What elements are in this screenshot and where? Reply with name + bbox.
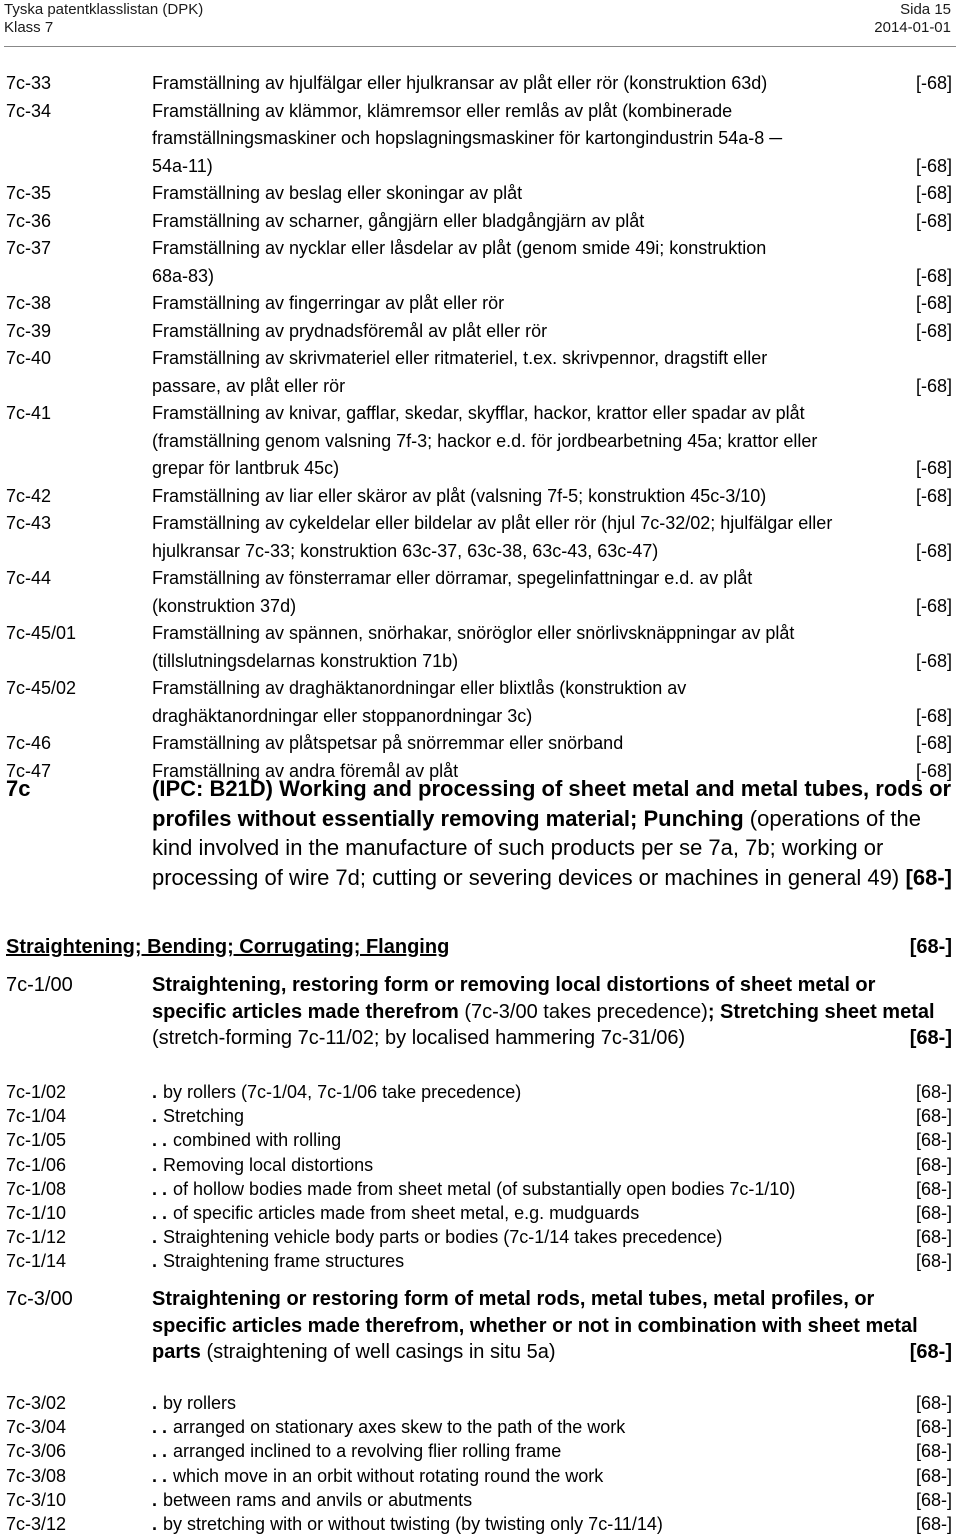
entry-text <box>152 345 952 400</box>
subgroup-text <box>152 1488 472 1512</box>
entry-text-line: Framställning av draghäktanordningar eller blixtlås (konstruktion av <box>152 678 687 698</box>
subgroup-text <box>152 1512 663 1536</box>
subgroup-level-dots: . <box>152 1393 158 1413</box>
entry-date: [-68] <box>915 760 952 781</box>
class-entry <box>0 318 960 346</box>
class-entry <box>0 70 960 98</box>
subgroup-list-7c-3 <box>0 1391 960 1536</box>
entry-text <box>152 290 952 318</box>
subgroup-row <box>0 1225 960 1249</box>
subgroup-level-dots: . <box>152 1106 158 1127</box>
subgroup-level-dots: . . <box>152 1178 168 1199</box>
subgroup-code: 7c-3/10 <box>6 1489 67 1510</box>
entry-code: 7c-33 <box>6 73 52 93</box>
subgroup-title: by rollers <box>163 1393 237 1413</box>
subgroup-level-dots: . <box>152 1154 158 1175</box>
subgroup-text <box>152 1128 341 1152</box>
subgroup-level-dots: . . <box>152 1441 168 1462</box>
subgroup-text <box>152 1201 639 1225</box>
subgroup-date: [68-] <box>915 1251 952 1272</box>
subgroup-title: Straightening vehicle body parts or bodies (7c-1/14 takes precedence) <box>163 1227 723 1248</box>
entry-date: [-68] <box>915 155 952 176</box>
main-group-text <box>152 1286 952 1366</box>
subgroup-code: 7c-3/02 <box>6 1393 67 1413</box>
class-entry <box>0 483 960 511</box>
subgroup-level-dots: . . <box>152 1130 168 1151</box>
entry-text-line: Framställning av andra föremål av plåt <box>152 760 459 781</box>
main-group-bold-b: Stretching sheet metal <box>720 1000 935 1023</box>
class-entry <box>0 208 960 236</box>
main-group-normal-a: (7c-3/00 takes precedence) <box>458 1000 708 1023</box>
main-group-7c-3 <box>0 1286 960 1366</box>
entry-code: 7c-42 <box>6 485 52 506</box>
subgroup-date: [68-] <box>915 1227 952 1248</box>
entry-text <box>152 730 952 758</box>
subgroup-row <box>0 1249 960 1273</box>
entry-date: [-68] <box>915 485 952 506</box>
subgroup-row <box>0 1177 960 1201</box>
subgroup-date: [68-] <box>915 1082 952 1102</box>
entry-text-line: Framställning av plåtspetsar på snörremmar eller snörband <box>152 733 624 753</box>
entry-text-line: (framställning genom valsning 7f-3; hackor e.d. för jordbearbetning 45a; krattor eller <box>152 430 818 451</box>
subgroup-row <box>0 1464 960 1488</box>
class-heading-text <box>152 774 952 892</box>
subgroup-code: 7c-1/04 <box>6 1106 67 1127</box>
subgroup-title: arranged on stationary axes skew to the path of the work <box>173 1417 626 1438</box>
entry-code: 7c-37 <box>6 238 52 258</box>
main-group-code: 7c-1/00 <box>6 974 73 996</box>
subgroup-text <box>152 1177 795 1201</box>
subgroup-title: arranged inclined to a revolving flier rolling frame <box>173 1441 562 1462</box>
main-group-bold-a: Straightening, restoring form or removing local distortions of sheet metal or specific articles made therefrom <box>152 974 876 1023</box>
entry-code: 7c-41 <box>6 403 52 423</box>
subgroup-code: 7c-1/08 <box>6 1178 67 1199</box>
subgroup-level-dots: . . <box>152 1465 168 1486</box>
subgroup-text <box>152 1080 521 1104</box>
main-group-date: [68-] <box>909 1027 952 1049</box>
entry-text-line: Framställning av spännen, snörhakar, snöröglor eller snörlivsknäppningar av plåt <box>152 623 795 643</box>
subgroup-list-7c-1 <box>0 1080 960 1274</box>
entry-text-line: Framställning av fönsterramar eller dörramar, spegelinfattningar e.d. av plåt <box>152 568 753 588</box>
entry-code: 7c-44 <box>6 568 52 588</box>
subgroup-text <box>152 1153 373 1177</box>
entry-code: 7c-43 <box>6 513 52 533</box>
main-group-bold-a: Straightening or restoring form of metal rods, metal tubes, metal profiles, or specific articles made therefrom, whether or not in combination with sheet metal parts <box>152 1288 918 1363</box>
subgroup-title: by rollers (7c-1/04, 7c-1/06 take precedence) <box>163 1082 522 1102</box>
class-heading-date: [68-] <box>905 864 952 890</box>
subgroup-code: 7c-1/05 <box>6 1130 67 1151</box>
subgroup-date: [68-] <box>915 1106 952 1127</box>
entry-text-line: framställningsmaskiner och hopslagningsmaskiner för kartongindustrin 54a-8 ─ <box>152 128 783 148</box>
entry-text <box>152 565 952 620</box>
subgroup-date: [68-] <box>915 1513 952 1534</box>
subgroup-row <box>0 1201 960 1225</box>
class-entry <box>0 730 960 758</box>
subgroup-row <box>0 1488 960 1512</box>
subgroup-title: Stretching <box>163 1106 245 1127</box>
entry-text-line: (konstruktion 37d) <box>152 595 297 616</box>
entry-text-line: grepar för lantbruk 45c) <box>152 458 340 478</box>
subgroup-level-dots: . <box>152 1489 158 1510</box>
group-title-text: Straightening; Bending; Corrugating; Flanging <box>6 936 450 958</box>
subgroup-code: 7c-3/12 <box>6 1513 67 1534</box>
subgroup-row <box>0 1153 960 1177</box>
group-title <box>6 934 952 961</box>
subgroup-row <box>0 1439 960 1463</box>
entry-date: [-68] <box>915 265 952 286</box>
subgroup-code: 7c-1/06 <box>6 1154 67 1175</box>
subgroup-row <box>0 1391 960 1415</box>
entry-text-line: (tillslutningsdelarnas konstruktion 71b) <box>152 650 459 671</box>
subgroup-title: Straightening frame structures <box>163 1251 405 1272</box>
entry-date: [-68] <box>915 458 952 478</box>
class-entry <box>0 345 960 400</box>
entry-date: [-68] <box>915 210 952 231</box>
header-doc-title: Tyska patentklasslistan (DPK) <box>4 1 204 18</box>
entry-text-line: hjulkransar 7c-33; konstruktion 63c-37, 63c-38, 63c-43, 63c-47) <box>152 540 659 561</box>
header-divider <box>4 46 956 47</box>
entry-text <box>152 318 952 346</box>
entry-date: [-68] <box>915 650 952 671</box>
entry-date: [-68] <box>915 705 952 726</box>
entry-code: 7c-38 <box>6 293 52 313</box>
main-group-normal-b: (stretch-forming 7c-11/02; by localised hammering 7c-31/06) <box>152 1027 686 1049</box>
entry-code: 7c-39 <box>6 320 52 341</box>
subgroup-title: combined with rolling <box>173 1130 342 1151</box>
class-entry <box>0 290 960 318</box>
class-entry <box>0 620 960 675</box>
subgroup-date: [68-] <box>915 1393 952 1413</box>
subgroup-level-dots: . . <box>152 1417 168 1438</box>
subgroup-date: [68-] <box>915 1154 952 1175</box>
subgroup-code: 7c-1/02 <box>6 1082 67 1102</box>
subgroup-row <box>0 1512 960 1536</box>
subgroup-level-dots: . <box>152 1082 158 1102</box>
subgroup-code: 7c-3/06 <box>6 1441 67 1462</box>
subgroup-level-dots: . <box>152 1513 158 1534</box>
entry-text-line: Framställning av prydnadsföremål av plåt eller rör <box>152 320 548 341</box>
subgroup-row <box>0 1415 960 1439</box>
subgroup-text <box>152 1415 625 1439</box>
entry-text-line: Framställning av liar eller skäror av plåt (valsning 7f-5; konstruktion 45c-3/10) <box>152 485 767 506</box>
entry-text-line: 68a-83) <box>152 265 215 286</box>
entry-text-line: Framställning av klämmor, klämremsor eller remlås av plåt (kombinerade <box>152 100 733 121</box>
subgroup-title: between rams and anvils or abutments <box>163 1489 473 1510</box>
entry-date: [-68] <box>915 293 952 313</box>
subgroup-code: 7c-1/12 <box>6 1227 67 1248</box>
subgroup-title: of specific articles made from sheet metal, e.g. mudguards <box>173 1202 640 1223</box>
subgroup-text <box>152 1391 236 1415</box>
subgroup-level-dots: . <box>152 1227 158 1248</box>
subgroup-date: [68-] <box>915 1178 952 1199</box>
subgroup-date: [68-] <box>915 1417 952 1438</box>
class-heading-normal: (operations of the kind involved in the manufacture of such products per se 7a, 7b; working or processing of wire 7d; cutting or severing devices or machines in general 49) <box>152 805 922 890</box>
subgroup-text <box>152 1439 561 1463</box>
main-group-normal-a: (straightening of well casings in situ 5a) <box>200 1341 556 1363</box>
entry-text-line: Framställning av cykeldelar eller bildelar av plåt eller rör (hjul 7c-32/02; hjulfälgar eller <box>152 513 833 533</box>
subgroup-level-dots: . <box>152 1251 158 1272</box>
main-group-code: 7c-3/00 <box>6 1288 73 1310</box>
class-heading-bold: (IPC: B21D) Working and processing of sheet metal and metal tubes, rods or profiles without essentially removing material; Punching <box>152 776 952 831</box>
entry-code: 7c-34 <box>6 100 52 121</box>
class-entry <box>0 675 960 730</box>
entry-date: [-68] <box>915 733 952 753</box>
entry-text <box>152 675 952 730</box>
subgroup-row <box>0 1080 960 1104</box>
subgroup-date: [68-] <box>915 1489 952 1510</box>
entry-date: [-68] <box>915 320 952 341</box>
entry-date: [-68] <box>915 183 952 203</box>
subgroup-level-dots: . . <box>152 1202 168 1223</box>
subgroup-row <box>0 1128 960 1152</box>
entry-code: 7c-36 <box>6 210 52 231</box>
subgroup-title: Removing local distortions <box>163 1154 374 1175</box>
entry-text <box>152 483 952 511</box>
entry-text-line: passare, av plåt eller rör <box>152 375 346 396</box>
subgroup-text <box>152 1249 404 1273</box>
subgroup-text <box>152 1464 603 1488</box>
subgroup-code: 7c-3/08 <box>6 1465 67 1486</box>
subgroup-date: [68-] <box>915 1465 952 1486</box>
entry-text <box>152 98 952 181</box>
class-entry <box>0 180 960 208</box>
subgroup-title: of hollow bodies made from sheet metal (of substantially open bodies 7c-1/10) <box>173 1178 796 1199</box>
group-title-date: [68-] <box>909 936 952 958</box>
subgroup-date: [68-] <box>915 1202 952 1223</box>
entry-text <box>152 620 952 675</box>
subgroup-text <box>152 1225 722 1249</box>
class-entry <box>0 98 960 181</box>
entry-text-line: Framställning av knivar, gafflar, skedar, skyfflar, hackor, krattor eller spadar av plåt <box>152 403 805 423</box>
entry-code: 7c-45/01 <box>6 623 77 643</box>
subgroup-title: which move in an orbit without rotating round the work <box>173 1465 604 1486</box>
class-heading-code: 7c <box>6 776 31 801</box>
swedish-entry-list <box>0 70 960 785</box>
entry-code: 7c-45/02 <box>6 678 77 698</box>
entry-text-line: draghäktanordningar eller stoppanordningar 3c) <box>152 705 533 726</box>
entry-text <box>152 400 952 483</box>
entry-date: [-68] <box>915 73 952 93</box>
entry-date: [-68] <box>915 595 952 616</box>
main-group-date: [68-] <box>909 1341 952 1363</box>
entry-text <box>152 235 952 290</box>
entry-text-line: Framställning av skrivmateriel eller ritmateriel, t.ex. skrivpennor, dragstift eller <box>152 348 768 368</box>
subgroup-date: [68-] <box>915 1441 952 1462</box>
class-entry <box>0 400 960 483</box>
entry-code: 7c-40 <box>6 348 52 368</box>
entry-text <box>152 180 952 208</box>
subgroup-date: [68-] <box>915 1130 952 1151</box>
subgroup-code: 7c-1/14 <box>6 1251 67 1272</box>
entry-code: 7c-47 <box>6 760 52 781</box>
subgroup-code: 7c-1/10 <box>6 1202 67 1223</box>
entry-text-line: 54a-11) <box>152 155 213 176</box>
subgroup-code: 7c-3/04 <box>6 1417 67 1438</box>
class-entry <box>0 565 960 620</box>
entry-text <box>152 70 952 98</box>
entry-text-line: Framställning av hjulfälgar eller hjulkransar av plåt eller rör (konstruktion 63d) <box>152 73 768 93</box>
entry-text-line: Framställning av nycklar eller låsdelar av plåt (genom smide 49i; konstruktion <box>152 238 767 258</box>
main-group-7c-1 <box>0 972 960 1052</box>
entry-text-line: Framställning av beslag eller skoningar av plåt <box>152 183 523 203</box>
subgroup-title: by stretching with or without twisting (by twisting only 7c-11/14) <box>163 1513 663 1534</box>
class-entry <box>0 235 960 290</box>
entry-code: 7c-46 <box>6 733 52 753</box>
entry-date: [-68] <box>915 375 952 396</box>
entry-text <box>152 208 952 236</box>
header-page-number: Sida 15 <box>900 1 951 18</box>
main-group-text <box>152 972 952 1052</box>
entry-text <box>152 510 952 565</box>
subgroup-row <box>0 1104 960 1128</box>
header-date: 2014-01-01 <box>874 19 951 36</box>
entry-date: [-68] <box>915 540 952 561</box>
entry-text-line: Framställning av fingerringar av plåt eller rör <box>152 293 505 313</box>
entry-code: 7c-35 <box>6 183 52 203</box>
subgroup-text <box>152 1104 244 1128</box>
entry-text-line: Framställning av scharner, gångjärn eller bladgångjärn av plåt <box>152 210 645 231</box>
class-heading <box>0 774 960 892</box>
main-group-separator: ; <box>707 1000 721 1023</box>
class-entry <box>0 510 960 565</box>
header-class-label: Klass 7 <box>4 19 54 36</box>
